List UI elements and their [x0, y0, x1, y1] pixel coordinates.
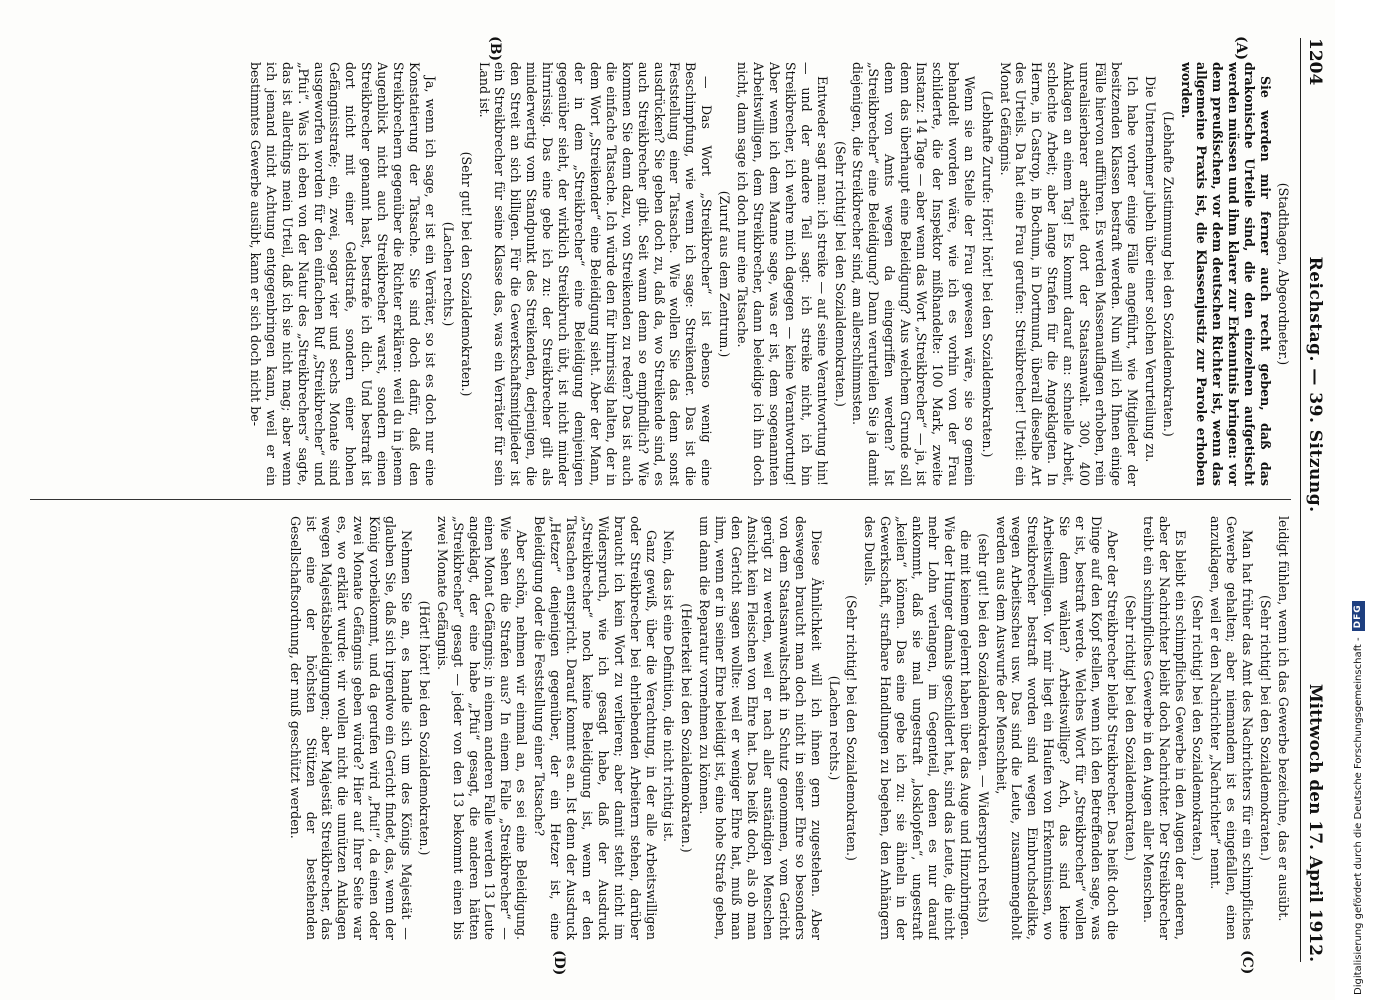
paragraph: Aber der Streikbrecher bleibt Streikbrecher. Das heißt doch die Dinge auf den Kopf stellen, wenn ich den Betreffenden sage, was er ist, bestraft werde. Welches Wort für „Streikbrecher“ wollen Sie denn wählen? Arbeitswillige? Ach, das sind keine Arbeitswilligen. Vor mir liegt ein Haufen von Erkenntnissen, wo Streikbrecher bestraft worden sind wegen Einbruchsdelikte, wegen Arbeitsscheu usw. Das sind die Leute, zusammengeholt werden aus dem Auswurfe der Menschheit, [993, 516, 1120, 940]
paragraph: — Das Wort „Streikbrecher“ ist ebenso wenig eine Beschimpfung, wie wenn ich sage: Streikender. Das ist die Feststellung einer Tatsache. Wie wollen Sie das denn sonst ausdrücken? Sie geben doch zu, daß da, wo Streikende sind, es auch Streikbrecher gibt. Seit wann denn so empfindlich? Wie kommen Sie denn dazu, von Streikenden zu reden? Das ist auch die einfache Tatsache. Ich würde den für hirnrissig halten, der in dem Wort „Streikender“ eine Beleidigung sieht. Aber der Mann, der in dem „Streikbrecher“ eine Beleidigung demjenigen gegenüber sieht, der wirklich Streikbruch übt, ist nicht minder hirnrissig. Das eine gebe ich zu: der Streikbrecher gilt als minderwertig vom Standpunkt des Streikenden, derjenigen, die den Streit an sich billigen. Für die Gewerkschaftsmitglieder ist ein Streikbrecher für seine Klasse das, was ein Verräter für sein Land ist. [476, 62, 715, 486]
paragraph: leidigt fühlen, wenn ich das Gewerbe bezeichne, das er ausübt. [1276, 516, 1291, 922]
paragraph: (Hört! hört! bei den Sozialdemokraten.) [416, 600, 432, 856]
paragraph: Es bleibt ein schimpfliches Gewerbe in den Augen der anderen, aber der Nachrichter bleibt doch Nachrichter. Der Streikbrecher treibt ein schimpfliches Gewerbe in den Augen aller Menschen. [1140, 516, 1188, 940]
paragraph: (Stadthagen, Abgeordneter.) [1276, 182, 1291, 366]
paragraph: Ich habe vorher einige Fälle angeführt, wie Mitglieder der besitzenden Klassen bestraft werden. Nun will ich Ihnen einige Fälle hiervon aufführen. Es werden Massenauflagen erhoben, rein unrealisierbarer arbeitet dort der Staatsanwalt. 300, 400 Anklagen an einem Tag! Es kommt darauf an: schnelle Arbeit, schlechte Arbeit; aber lange Strafen für die Angeklagten. In Herne, in Castrop, in Bochum, in Dortmund, überall dieselbe Art des Urteils. Da hat eine Frau gerufen: Streikbrecher! Urteil: ein Monat Gefängnis. [997, 62, 1140, 486]
margin-mark-a: (A) [1233, 36, 1249, 61]
paragraph: (Heiterkeit bei den Sozialdemokraten.) [679, 603, 695, 853]
paragraph: Ja, wenn ich sage, er ist ein Verräter, so ist es doch nur eine Konstatierung der Tatsache. Sie sind doch dafür, daß den Streikbrechern gegenüber die Richter erklären: weil du in jenem Augenblick nicht auch Streikbrecher warst, sondern einen Streikbrecher genannt hast, bestrafe ich dich. Und bestraft ist dort nicht mit einer Geldstrafe, sondern einer hohen Gefängnisstrafe; ein, zwei, sogar vier und sechs Monate sind ausgeworfen worden für den einfachen Ruf „Streikbrecher“ und „Pfui“. Was ich eben von der Natur des „Streikbrechers“ sagte, das ist allerdings mein Urteil, daß ich sie nicht mag; aber wenn ich jemand nicht Achtung entgegenbringen kann, weil er ein bestimmtes Gewerbe ausübt, kann er sich doch nicht be- [247, 62, 438, 486]
paragraph: Man hat früher das Amt des Nachrichters für ein schimpfliches Gewerbe gehalten; aber niemandem ist es eingefallen, einen anzuklagen, weil er den Nachrichter „Nachrichter“ nennt. [1208, 516, 1256, 940]
paragraph: (Sehr richtig! bei den Sozialdemokraten.) [1190, 595, 1206, 861]
paragraph: (Sehr richtig! bei den Sozialdemokraten.) [844, 595, 860, 861]
paragraph: Nehmen Sie an, es handle sich um des Königs Majestät — glauben Sie, daß sich irgendwo ein Gericht findet, das, wenn der König vorbeikommt, und da gerufen wird „Pfui!“, da einen oder zwei Monate Gefängnis geben würde? Hier auf Ihrer Seite war es, wo erklärt wurde: wir wollen nicht die unnützen Anklagen wegen Majestätsbeleidigungen; aber Majestät Streikbrecher, das ist eine der höchsten Stützen der bestehenden Gesellschaftsordnung, der muß geschützt werden. [287, 516, 414, 940]
paragraph: Diese Ähnlichkeit will ich ihnen gern zugestehen. Aber deswegen braucht man doch nicht in seiner Ehre so besonders von dem Staatsanwaltschaft in Schutz genommen, vom Gericht gerügt zu werden, weil er nach aller anständigen Menschen Ansicht kein Fleischen von Ehre hat. Das heißt doch, als ob man den Gericht sagen wollte: weil er weniger Ehre hat, muß man ihm, wenn er in seiner Ehre beleidigt ist, eine hohe Strafe geben, um dann die Reparatur vornehmen zu können. [697, 516, 824, 940]
paragraph: (Zuruf aus dem Zentrum.) [717, 190, 733, 358]
right-text-column [18, 516, 1291, 940]
paragraph: die mit keinem gelernt haben über das Auge und Hinzubringen. Wie der Hunger damals geschildert hat, sind das Leute, die nicht mehr Lohn verlangen, im Gegenteil, denen es nur darauf ankommt, daß sie mal ungestraft „losklopfen“, ungestraft „keilen“ können. Das eine gebe ich zu: sie ähneln in der Gewerkschaft, strafbare Handlungen zu begehen, den Anhängern des Duells. [862, 516, 973, 940]
page-title: Reichstag. — 39. Sitzung. [1305, 256, 1325, 513]
paragraph: (Lebhafte Zustimmung bei den Sozialdemokraten.) [1160, 111, 1176, 437]
paragraph: Nein, das ist eine Definition, die nicht richtig ist. [661, 530, 677, 842]
page-header [1300, 38, 1329, 962]
session-date: Mittwoch den 17. April 1912. [1305, 683, 1325, 962]
paragraph: Die Unternehmer jubeln über einer solchen Verurteilung zu. [1142, 76, 1158, 463]
margin-mark-c: (C) [1239, 950, 1255, 975]
paragraph: (Lachen rechts.) [440, 221, 456, 327]
left-text-column [18, 62, 1291, 486]
margin-mark-d: (D) [551, 950, 567, 976]
paragraph: (Lachen rechts.) [826, 675, 842, 781]
paragraph: (Sehr richtig! bei den Sozialdemokraten.) [1258, 595, 1274, 861]
margin-mark-b: (B) [487, 36, 503, 62]
paragraph: (Sehr richtig! bei den Sozialdemokraten.) [1122, 595, 1138, 861]
digitization-note-text: Digitalisierung gefördert durch die Deutsche Forschungsgemeinschaft - [1353, 637, 1364, 995]
page-number: 1204 [1305, 38, 1325, 86]
paragraph: (Sehr richtig! bei den Sozialdemokraten.) [832, 141, 848, 407]
paragraph: Entweder sagt man: ich streike — auf seine Verantwortung hin! — und der andere Teil sagt: ich streike nicht, ich bin Streikbrecher, ich wehre mich dagegen — keine Verantwortung! Aber wenn ich dem Manne sage, was er ist, dem sogenannten Arbeitswilligen, dem Streikbrecher, dann beleidige ich ihn doch nicht, dann sage ich doch nur eine Tatsache. [735, 62, 830, 486]
paragraph: (sehr gut! bei den Sozialdemokraten. — Widerspruch rechts) [975, 533, 991, 923]
paragraph: Ganz gewiß, über die Verachtung, in der alle Arbeitswilligen oder Streikbrecher bei ehrliebenden Arbeitern stehen, darüber braucht ich kein Wort zu verlieren; aber damit steht nicht im Widerspruch, wie ich gesagt habe, daß der Ausdruck „Streikbrecher“ noch keine Beleidigung ist, wenn er den Tatsachen entspricht. Darauf kommt es an. Ist denn der Ausdruck „Hetzer“ denjenigen gegenüber, der ein Hetzer ist, eine Beleidigung oder die Feststellung einer Tatsache? [532, 516, 659, 940]
digitization-note [1352, 601, 1365, 995]
column-divider [30, 499, 1291, 500]
paragraph: Aber schön, nehmen wir einmal an, es sei eine Beleidigung. Wie sehen die Strafen aus? In einem Falle „Streikbrecher“ — einen Monat Gefängnis; in einem anderen Falle werden 13 Leute angeklagt, der eine habe „Pfui“ gesagt, die anderen hätten „Streikbrecher“ gesagt — jeder von den 13 bekommt einen bis zwei Monate Gefängnis. [434, 516, 530, 940]
dfg-logo: DFG [1352, 601, 1365, 631]
paragraph: Sie werden mir ferner auch recht geben, daß das drakonische Urteile sind, die den einzelnen aufgetischt werden müssen und ihm klarer zur Erkenntnis bringen: vor dem preußischen, vor dem deutschen Richter ist, wenn das allgemeine Praxis ist, die Klassenjustiz zur Parole erhoben worden. [1178, 62, 1274, 486]
paragraph: (Lebhafte Zurufe: Hört! hört! bei den Sozialdemokraten.) [979, 90, 995, 458]
paragraph: Wenn sie an Stelle der Frau gewesen wäre, sie so gemein behandelt worden wäre, wie ich es vorhin von der Frau schilderte, die der Inspektor mißhandelte: 100 Mark, zweite Instanz: 14 Tage — aber wenn das Wort „Streikbrecher“ — ja, ist denn das überhaupt eine Beleidigung? Aus welchem Grunde soll denn von Amts wegen da eingegriffen werden? Ist „Streikbrecher“ eine Beleidigung? Dann verurteilen Sie ja damit diejenigen, die Streikbrecher sind, am allerschlimmsten. [850, 62, 977, 486]
paragraph: (Sehr gut! bei den Sozialdemokraten.) [458, 151, 474, 397]
